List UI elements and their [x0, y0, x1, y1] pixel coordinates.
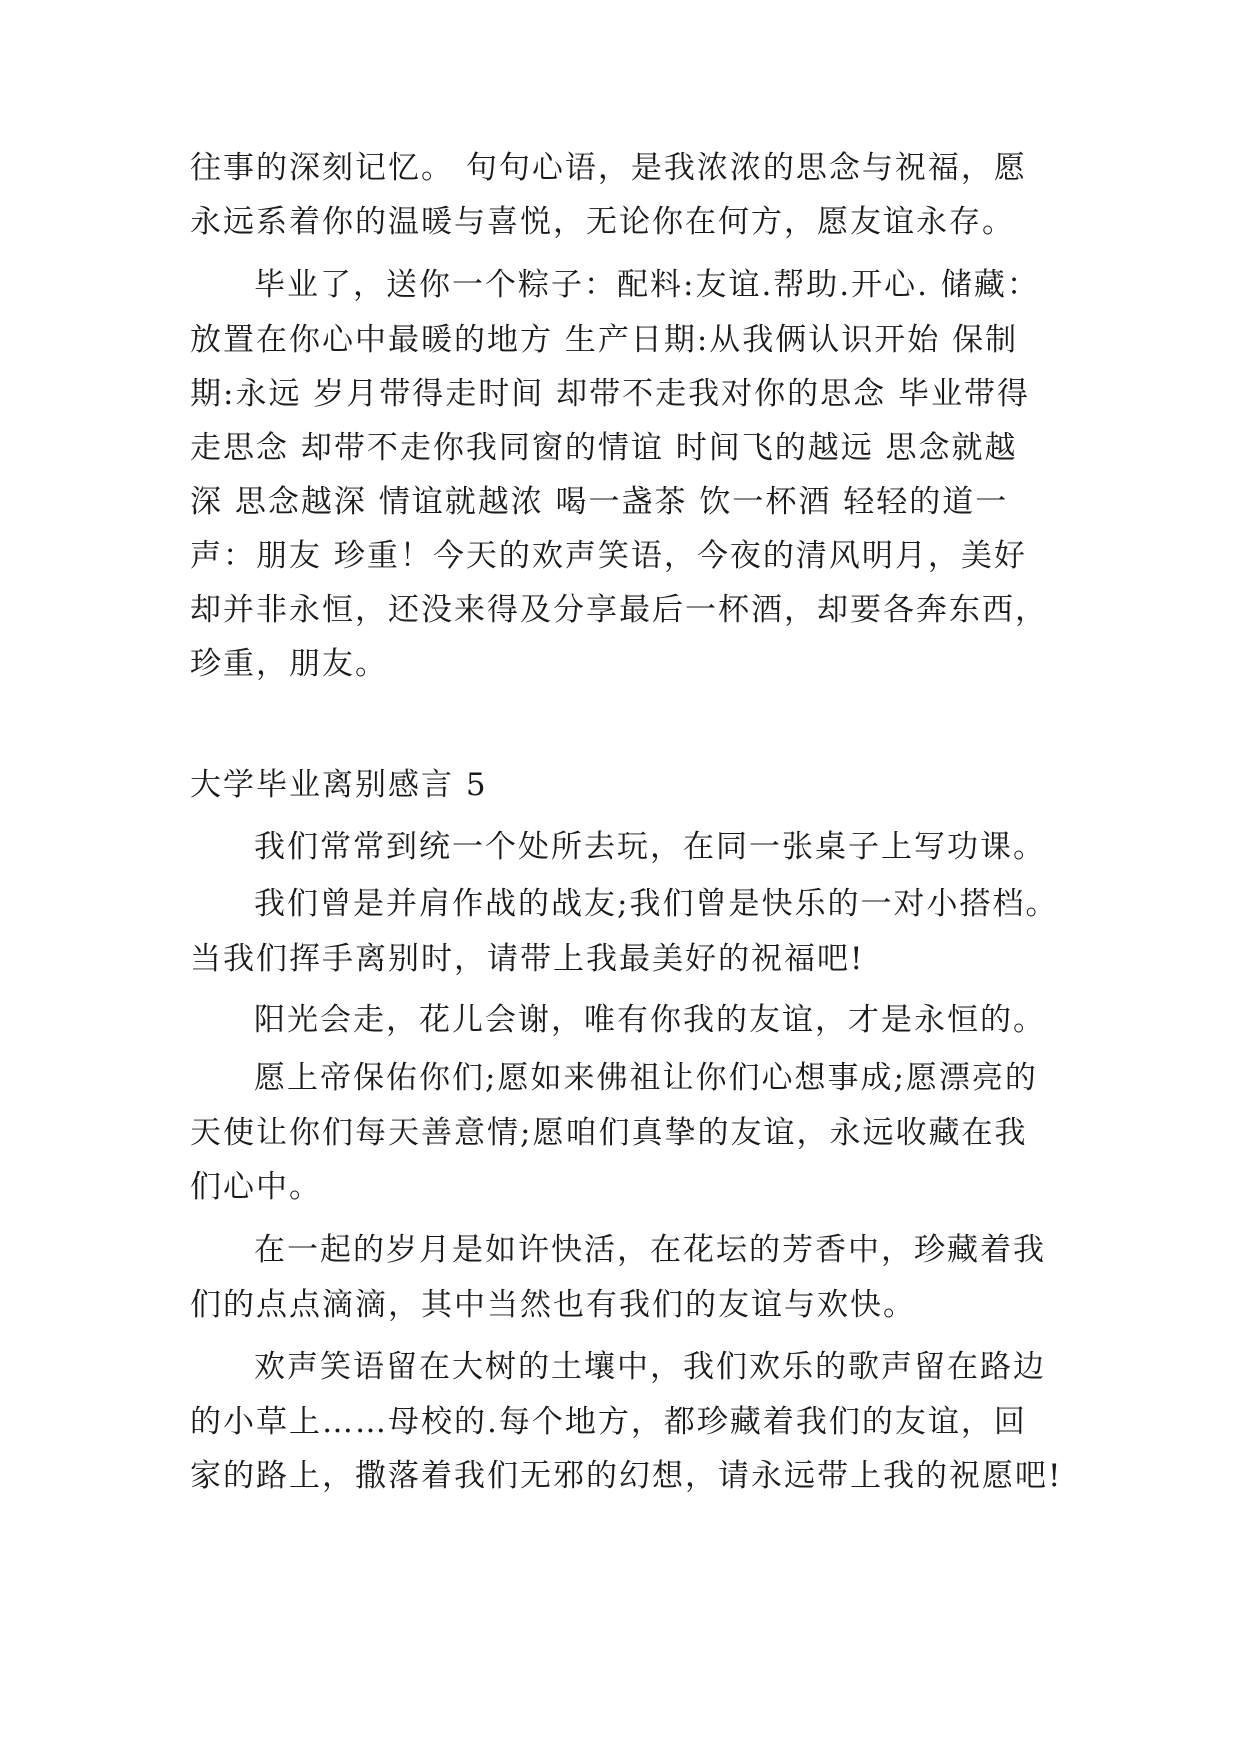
- text-line: 的小草上……母校的.每个地方，都珍藏着我们的友谊，回: [190, 1404, 1027, 1440]
- paragraph-start: 我们常常到统一个处所去玩，在同一张桌子上写功课。: [254, 829, 1046, 865]
- text-line: 永远系着你的温暖与喜悦，无论你在何方，愿友谊永存。: [190, 204, 1015, 240]
- text-line: 珍重，朋友。: [190, 646, 388, 682]
- text-line: 放置在你心中最暖的地方 生产日期:从我俩认识开始 保制: [190, 322, 1019, 358]
- paragraph-start: 我们曾是并肩作战的战友;我们曾是快乐的一对小搭档。: [254, 886, 1059, 922]
- paragraph-start: 愿上帝保佑你们;愿如来佛祖让你们心想事成;愿漂亮的: [254, 1060, 1038, 1096]
- text-line: 往事的深刻记忆。 句句心语，是我浓浓的思念与祝福，愿: [190, 150, 1027, 186]
- paragraph-start: 欢声笑语留在大树的土壤中，我们欢乐的歌声留在路边: [254, 1349, 1046, 1385]
- paragraph-start: 在一起的岁月是如许快活，在花坛的芳香中，珍藏着我: [254, 1232, 1046, 1268]
- text-line: 声：朋友 珍重！今天的欢声笑语，今夜的清风明月，美好: [190, 538, 1027, 574]
- text-line: 却并非永恒，还没来得及分享最后一杯酒，却要各奔东西，: [190, 592, 1048, 628]
- text-line: 当我们挥手离别时，请带上我最美好的祝福吧!: [190, 941, 865, 977]
- text-line: 们心中。: [190, 1169, 322, 1205]
- section-heading: 大学毕业离别感言 5: [190, 767, 488, 803]
- text-line: 家的路上，撒落着我们无邪的幻想，请永远带上我的祝愿吧!: [190, 1458, 1063, 1494]
- text-line: 走思念 却带不走你我同窗的情谊 时间飞的越远 思念就越: [190, 430, 1018, 466]
- text-line: 们的点点滴滴，其中当然也有我们的友谊与欢快。: [190, 1287, 916, 1323]
- text-line: 天使让你们每天善意情;愿咱们真挚的友谊，永远收藏在我: [190, 1115, 1028, 1151]
- paragraph-start: 阳光会走，花儿会谢，唯有你我的友谊，才是永恒的。: [254, 1002, 1046, 1038]
- text-line: 深 思念越深 情谊就越浓 喝一盏茶 饮一杯酒 轻轻的道一: [190, 484, 1009, 520]
- text-line: 期:永远 岁月带得走时间 却带不走我对你的思念 毕业带得: [190, 376, 1031, 412]
- paragraph-start: 毕业了，送你一个粽子：配料:友谊.帮助.开心. 储藏：: [254, 267, 1040, 303]
